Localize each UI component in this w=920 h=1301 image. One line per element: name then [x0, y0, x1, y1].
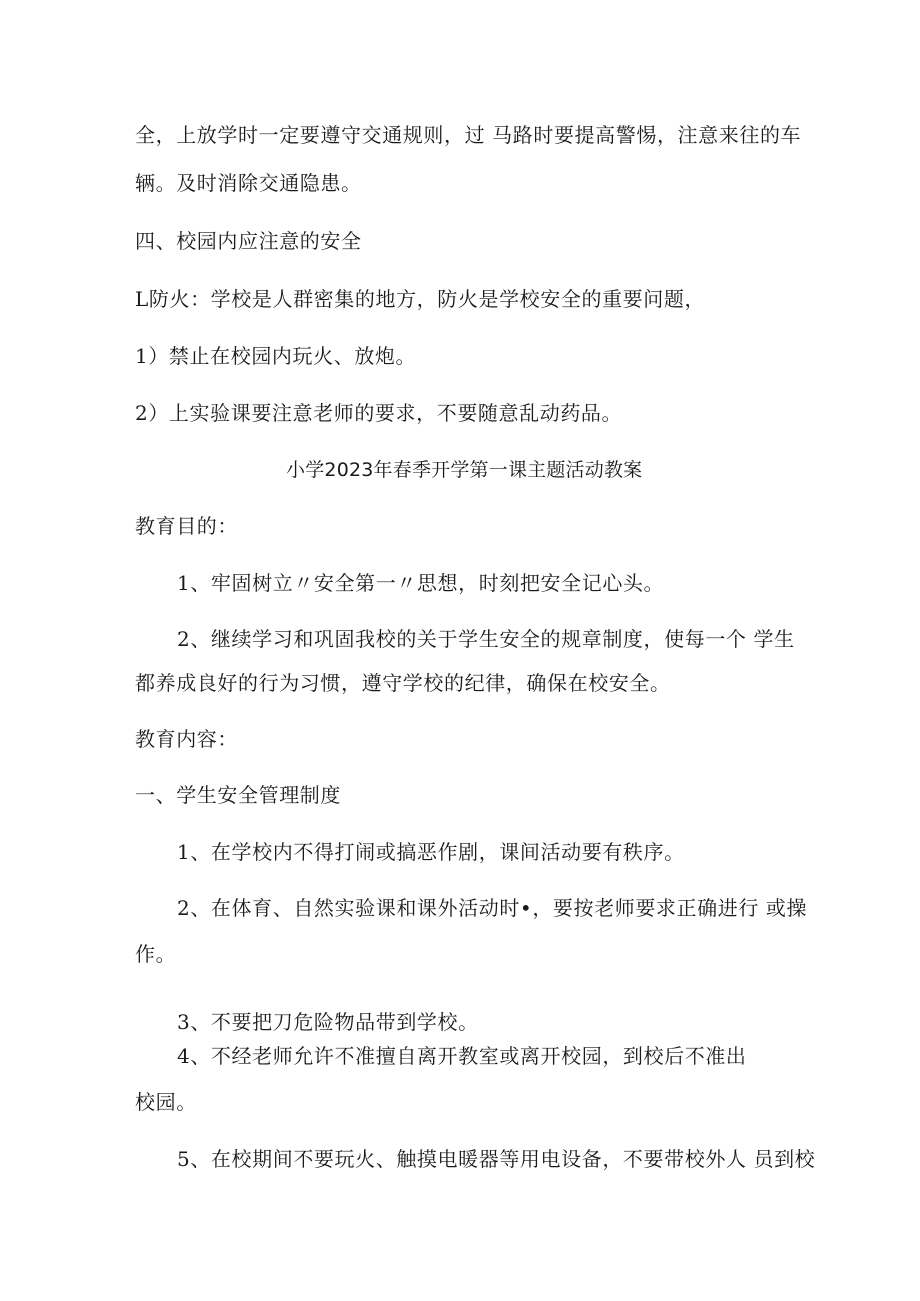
list-item: 5、在校期间不要玩火、触摸电暖器等用电设备，不要带校外人 员到校	[177, 1147, 816, 1171]
paragraph-line: 全，上放学时一定要遵守交通规则，过 马路时要提高警惕，注意来往的车	[135, 123, 802, 147]
section-heading: 教育目的：	[135, 514, 238, 538]
document-title: 小学2023年春季开学第一课主题活动教案	[286, 459, 643, 481]
list-item: 1）禁止在校园内玩火、放炮。	[135, 344, 417, 368]
paragraph-line: L防火：学校是人群密集的地方，防火是学校安全的重要问题，	[135, 287, 706, 311]
list-item: 1、在学校内不得打闹或搞恶作剧，课间活动要有秩序。	[177, 840, 685, 864]
section-heading: 教育内容：	[135, 727, 238, 751]
list-item: 2、继续学习和巩固我校的关于学生安全的规章制度，使每一个 学生	[177, 627, 795, 651]
paragraph-line: 校园。	[135, 1090, 197, 1114]
list-item: 3、不要把刀危险物品带到学校。	[177, 1010, 479, 1034]
paragraph-line: 都养成良好的行为习惯，遵守学校的纪律，确保在校安全。	[135, 671, 671, 695]
paragraph-line: 作。	[135, 942, 177, 966]
paragraph-line: 辆。及时消除交通隐患。	[135, 171, 362, 195]
list-item: 2）上实验课要注意老师的要求，不要随意乱动药品。	[135, 401, 623, 425]
list-item: 1、牢固树立〃安全第一〃思想，时刻把安全记心头。	[177, 571, 665, 595]
list-item: 2、在体育、自然实验课和课外活动时•，要按老师要求正确进行 或操	[177, 896, 808, 920]
list-item: 4、不经老师允许不准擅自离开教室或离开校园，到校后不准出	[177, 1044, 747, 1068]
section-heading: 一、学生安全管理制度	[135, 783, 341, 807]
section-heading: 四、校园内应注意的安全	[135, 229, 362, 253]
